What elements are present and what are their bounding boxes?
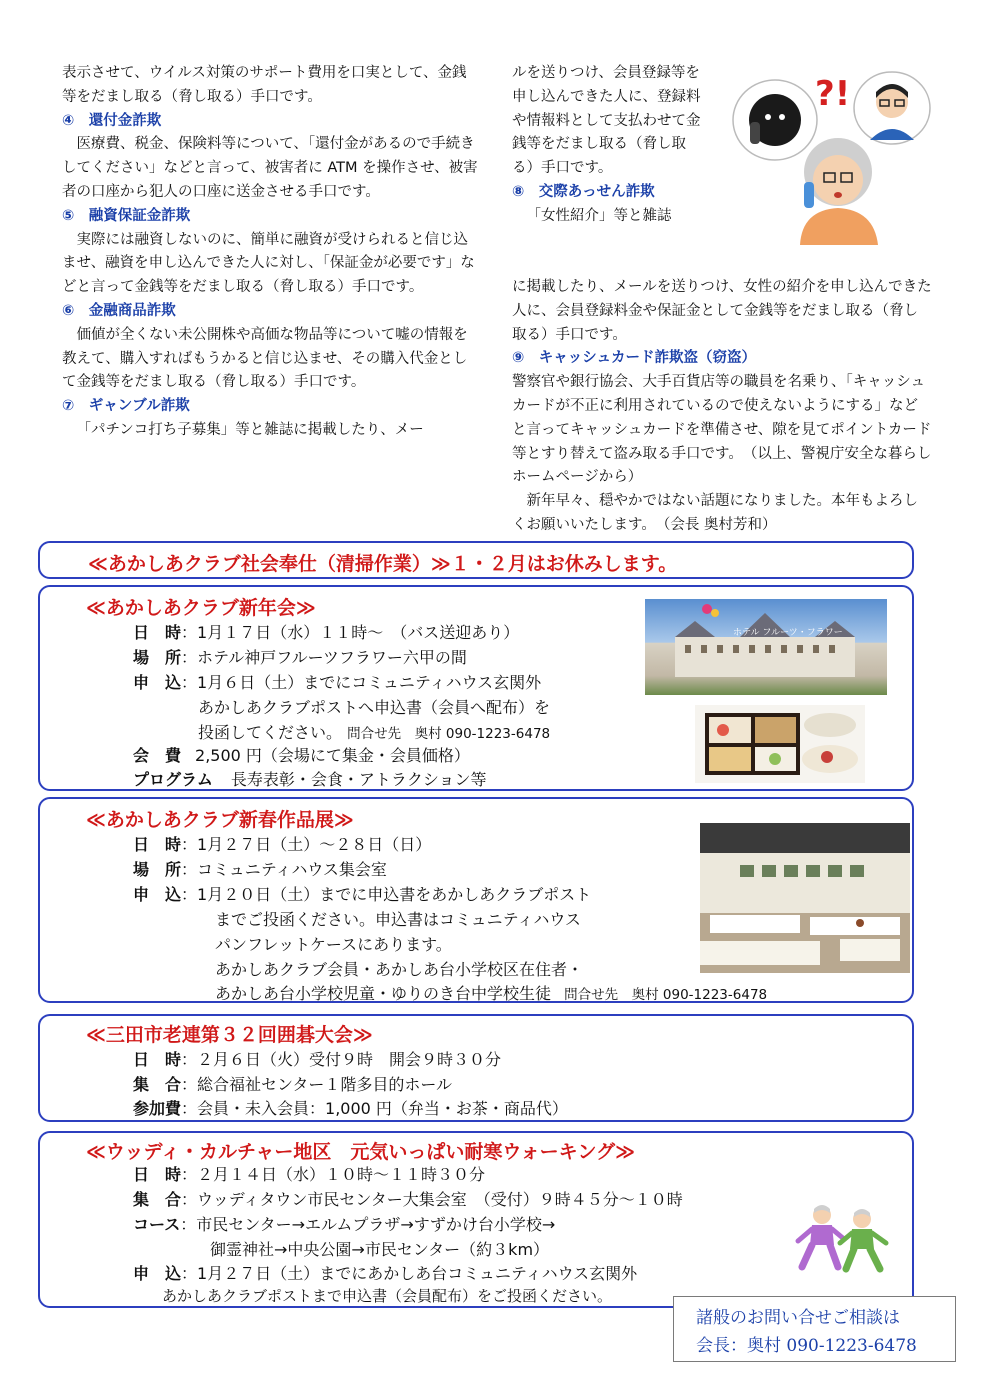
event3-row-fee — [133, 1096, 568, 1119]
event3-date-value: ：２月６日（火）受付９時 開会９時３０分 — [181, 1050, 502, 1069]
event3-gather-label: 集 合 — [133, 1075, 182, 1094]
event1-place-label: 場 所 — [133, 648, 182, 667]
event-art-exhibition — [38, 797, 914, 1003]
event1-apply-cont2-text: 投函してください。 — [198, 723, 343, 742]
event4-apply-label: 申 込 — [133, 1264, 182, 1283]
hotel-photo-caption: ホテル フルーツ・フラワー — [733, 628, 843, 638]
event4-row-course — [133, 1212, 555, 1235]
section-8-body-a: 「女性紹介」等と雑誌 — [526, 207, 672, 224]
event2-apply-cont2: パンフレットケースにあります。 — [215, 935, 452, 954]
event4-row-date — [133, 1162, 485, 1185]
event2-apply-value: ：1月２０日（土）までに申込書をあかしあクラブポスト — [181, 885, 592, 904]
left-para-1: 表示させて、ウイルス対策のサポート費用を口実として、金銭等をだまし取る（脅し取る）手口です。 — [62, 65, 467, 105]
event3-row-gather — [133, 1072, 452, 1095]
section-8-body-b: に掲載したり、メールを送りつけ、女性の紹介を申し込んできた人に、会員登録料金や保証金として金銭等をだまし取る（脅し取る）手口です。 — [512, 279, 932, 343]
event4-date-value: ：２月１４日（水）１０時～１１時３０分 — [181, 1165, 486, 1184]
section-8-title: ⑧ 交際あっせん詐欺 — [512, 183, 655, 200]
event4-row-apply — [133, 1261, 637, 1284]
right-column-top — [512, 62, 707, 229]
event1-row-program — [133, 767, 487, 790]
event2-date-value: ：1月２７日（土）～２８日（日） — [181, 835, 432, 854]
section-6-body: 価値が全くない未公開株や高価な物品等について嘘の情報を教えて、購入すればもうかると信じ込ませ、その購入代金として金銭等をだまし取る（脅し取る）手口です。 — [62, 326, 468, 391]
event3-fee-value: ：会員・未入会員：1,000 円（弁当・お茶・商品代） — [181, 1099, 568, 1118]
event1-row-fee — [133, 743, 470, 766]
event2-place-value: ：コミュニティハウス集会室 — [181, 860, 387, 879]
section-5-body: 実際には融資しないのに、簡単に融資が受けられると信じ込ませ、融資を申し込んできた人に対し、「保証金が必要です」などと言って金銭等をだまし取る（脅し取る）手口です。 — [62, 231, 475, 296]
event1-apply-value: ：1月６日（土）までにコミュニティハウス玄関外 — [181, 673, 542, 692]
event1-place-value: ：ホテル神戸フルーツフラワー六甲の間 — [181, 648, 467, 667]
event2-place-label: 場 所 — [133, 860, 182, 879]
event3-date-label: 日 時 — [133, 1050, 182, 1069]
notice-text: ≪あかしあクラブ社会奉仕（清掃作業）≫１・２月はお休みします。 — [88, 553, 678, 575]
event2-contact: 問合せ先 奥村 090-1223-6478 — [564, 987, 768, 1003]
event1-row-apply — [133, 670, 541, 693]
meal-photo — [695, 705, 865, 783]
inquiry-line-2: 会長：奥村 090-1223-6478 — [696, 1336, 917, 1356]
section-4-body: 医療費、税金、保険料等について、「還付金があるので手続きしてください」などと言って、被害者に ATM を操作させ、被害者の口座から犯人の口座に送金させる手口です。 — [62, 136, 478, 200]
event2-apply-label: 申 込 — [133, 885, 182, 904]
right-column-bottom — [512, 276, 932, 538]
event3-title: ≪三田市老連第３２回囲碁大会≫ — [86, 1024, 373, 1046]
right-para-1: ルを送りつけ、会員登録等を申し込んできた人に、登録料や情報料として支払わせて金銭等をだまし取る（脅し取る）手口です。 — [512, 65, 701, 177]
event1-date-label: 日 時 — [133, 623, 182, 642]
event1-date-value: ：1月１７日（水）１１時～ （バス送迎あり） — [181, 623, 520, 642]
inquiry-box — [673, 1296, 956, 1362]
event2-apply-cont4 — [215, 981, 767, 1004]
event1-row-place — [133, 645, 467, 668]
event1-program-label: プログラム — [133, 770, 213, 789]
walkers-illustration — [792, 1203, 892, 1273]
event1-fee-label: 会 費 — [133, 746, 182, 765]
event2-apply-cont3: あかしあクラブ会員・あかしあ台小学校区在住者・ — [215, 960, 584, 979]
event2-apply-cont4-text: あかしあ台小学校児童・ゆりのき台中学校生徒 — [215, 984, 552, 1003]
phone-scam-illustration — [720, 60, 945, 245]
section-5-title: ⑤ 融資保証金詐欺 — [62, 207, 191, 224]
hotel-photo — [645, 599, 887, 695]
event4-course-label: コース — [133, 1215, 181, 1234]
event4-course-cont: 御霊神社→中央公園→市民センター（約３km） — [210, 1240, 550, 1259]
event4-course-value: ：市民センター→エルムプラザ→すずかけ台小学校→ — [180, 1215, 556, 1234]
event-go-tournament — [38, 1014, 914, 1122]
inquiry-line-1: 諸般のお問い合せご相談は — [696, 1308, 900, 1328]
event-winter-walking — [38, 1131, 914, 1308]
section-9-body: 警察官や銀行協会、大手百貨店等の職員を名乗り、「キャッシュカードが不正に利用されているので使えないようにする」などと言ってキャッシュカードを準備させ、隙を見てポイントカード等とすり替えて盗み取る手口です。 （以上、警視庁安全な暮らしホームページから） — [512, 374, 932, 486]
left-column — [62, 62, 480, 443]
event1-row-date — [133, 620, 519, 643]
event1-fee-value: 2,500 円（会場にて集金・会員価格） — [195, 746, 470, 765]
event2-row-place — [133, 857, 387, 880]
section-7-body: 「パチンコ打ち子募集」等と雑誌に掲載したり、メー — [76, 421, 424, 438]
event1-apply-cont2 — [198, 720, 550, 743]
svg-text:?!: ?! — [815, 74, 851, 114]
event1-program-value: 長寿表彰・会食・アトラクション等 — [230, 770, 487, 789]
event4-apply-cont: あかしあクラブポストまで申込書（会員配布）をご投函ください。 — [162, 1287, 613, 1305]
event4-apply-value: ：1月２７日（土）までにあかしあ台コミュニティハウス玄関外 — [181, 1264, 638, 1283]
event2-title: ≪あかしあクラブ新春作品展≫ — [86, 809, 354, 831]
event3-fee-label: 参加費 — [133, 1099, 182, 1118]
event2-row-apply — [133, 882, 591, 905]
event1-title: ≪あかしあクラブ新年会≫ — [86, 597, 316, 619]
closing-text: 新年早々、穏やかではない話題になりました。本年もよろしくお願いいたします。 （会長 奥村芳和） — [512, 493, 918, 533]
event3-gather-value: ：総合福祉センター１階多目的ホール — [181, 1075, 453, 1094]
event4-gather-value: ：ウッディタウン市民センター大集会室 （受付）９時４５分～１０時 — [181, 1190, 683, 1209]
section-6-title: ⑥ 金融商品詐欺 — [62, 302, 176, 319]
event1-apply-label: 申 込 — [133, 673, 182, 692]
event3-row-date — [133, 1047, 501, 1070]
event4-date-label: 日 時 — [133, 1165, 182, 1184]
event2-date-label: 日 時 — [133, 835, 182, 854]
event4-row-gather — [133, 1187, 683, 1210]
event1-contact: 問合せ先 奥村 090-1223-6478 — [347, 726, 551, 742]
exhibition-photo — [700, 823, 910, 973]
notice-box — [38, 541, 914, 579]
event4-title: ≪ウッディ・カルチャー地区 元気いっぱい耐寒ウォーキング≫ — [86, 1141, 635, 1163]
event1-apply-cont1: あかしあクラブポストへ申込書（会員へ配布）を — [198, 698, 551, 717]
section-9-title: ⑨ キャッシュカード詐欺盗（窃盗） — [512, 350, 756, 367]
section-4-title: ④ 還付金詐欺 — [62, 112, 162, 129]
event-new-year-party — [38, 585, 914, 791]
event2-apply-cont1: までご投函ください。申込書はコミュニティハウス — [215, 910, 581, 929]
section-7-title: ⑦ ギャンブル詐欺 — [62, 398, 190, 415]
event2-row-date — [133, 832, 431, 855]
event4-gather-label: 集 合 — [133, 1190, 182, 1209]
